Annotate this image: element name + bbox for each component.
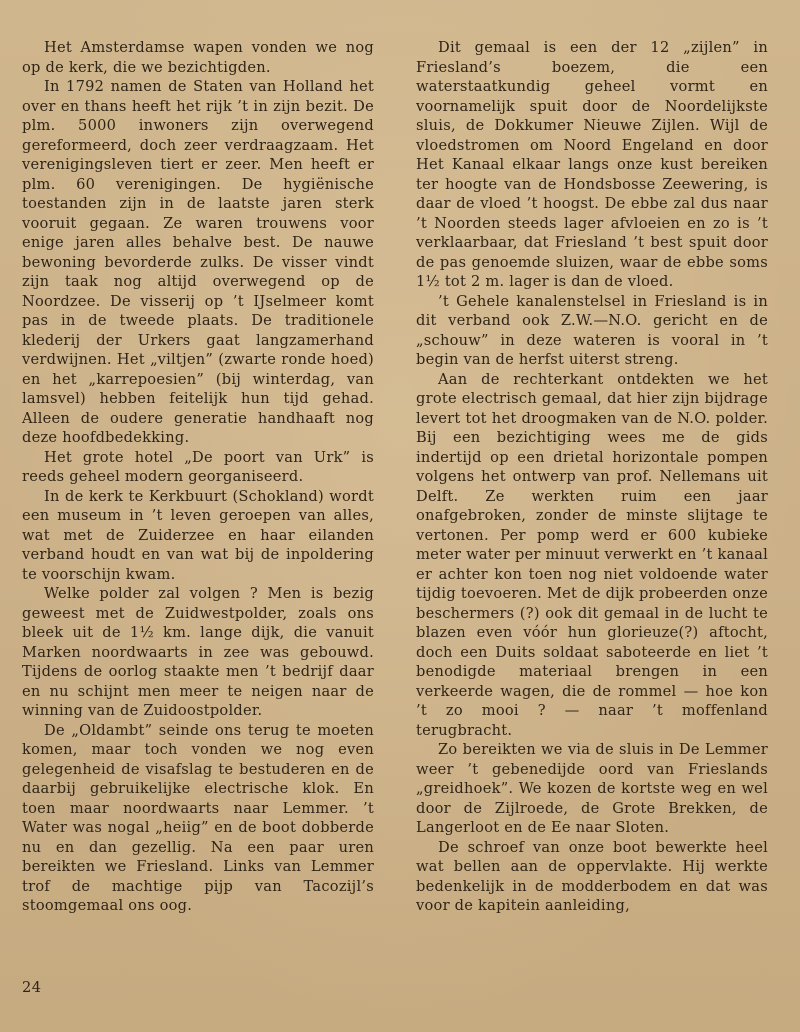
paragraph: In 1792 namen de Staten van Holland het over en thans heeft het rijk ’t in zijn bezit. De plm. 5000 inwoners zijn overwegend gereformeerd, doch zeer verdraagzaam. Het verenigingsleven tiert er zeer. Men heeft er plm. 60 verenigingen. De hygiënische toestanden zijn in de laatste jaren sterk vooruit gegaan. Ze waren trouwens voor enige jaren alles behalve best. De nauwe bewoning bevorderde zulks. De visser vindt zijn taak nog altijd overwegend op de Noordzee. De visserij op ’t IJselmeer komt pas in de tweede plaats. De traditionele klederij der Urkers gaat langzamerhand verdwijnen. Het „viltjen” (zwarte ronde hoed) en het „karrepoesien” (bij winterdag, van lamsvel) hebben feitelijk hun tijd gehad. Alleen de oudere generatie handhaaft nog deze hoofdbedekking. (22, 78, 374, 446)
paragraph: ’t Gehele kanalenstelsel in Friesland is in dit verband ook Z.W.—N.O. gericht en de „schouw” in deze wateren is vooral in ’t begin van de herfst uiterst streng. (416, 292, 768, 368)
paragraph: Dit gemaal is een der 12 „zijlen” in Friesland’s boezem, die een waterstaatkundig geheel vormt en voornamelijk spuit door de Noordelijkste sluis, de Dokkumer Nieuwe Zijlen. Wijl de vloedstromen om Noord Engeland en door Het Kanaal elkaar langs onze kust bereiken ter hoogte van de Hondsbosse Zeewering, is daar de vloed ’t hoogst. De ebbe zal dus naar ’t Noorden steeds lager afvloeien en zo is ’t verklaarbaar, dat Friesland ’t best spuit door de pas genoemde sluizen, waar de ebbe soms 1½ tot 2 m. lager is dan de vloed. (416, 39, 768, 290)
paragraph: In de kerk te Kerkbuurt (Schokland) wordt een museum in ’t leven geroepen van alles, wat met de Zuiderzee en haar eilanden verband houdt en van wat bij de inpoldering te voorschijn kwam. (22, 487, 374, 583)
page-number: 24 (22, 979, 42, 996)
paragraph: Aan de rechterkant ontdekten we het grote electrisch gemaal, dat hier zijn bijdrage levert tot het droogmaken van de N.O. polder. Bij een bezichtiging wees me de gids indertijd op een drietal horizontale pompen volgens het ontwerp van prof. Nellemans uit Delft. Ze werkten ruim een jaar onafgebroken, zonder de minste slijtage te vertonen. Per pomp werd er 600 kubieke meter water per minuut verwerkt en ’t kanaal er achter kon toen nog niet voldoende water tijdig toevoeren. Met de dijk probeerden onze beschermers (?) ook dit gemaal in de lucht te blazen even vóór hun glorieuze(?) aftocht, doch een Duits soldaat saboteerde en liet ’t benodigde materiaal brengen in een verkeerde wagen, die de rommel — hoe kon ’t zo mooi ? — naar ’t moffenland terugbracht. (416, 370, 768, 739)
paragraph: De schroef van onze boot bewerkte heel wat bellen aan de oppervlakte. Hij werkte bedenkelijk in de modderbodem en dat was voor de kapitein aanleiding, (416, 838, 768, 914)
left-column (22, 38, 374, 916)
right-column (416, 38, 768, 916)
paragraph: Welke polder zal volgen ? Men is bezig geweest met de Zuidwestpolder, zoals ons bleek uit de 1½ km. lange dijk, die vanuit Marken noordwaarts in zee was gebouwd. Tijdens de oorlog staakte men ’t bedrijf daar en nu schijnt men meer te neigen naar de winning van de Zuidoostpolder. (22, 585, 374, 719)
paragraph: Het grote hotel „De poort van Urk” is reeds geheel modern georganiseerd. (22, 448, 374, 485)
paragraph: De „Oldambt” seinde ons terug te moeten komen, maar toch vonden we nog even gelegenheid de visafslag te bestuderen en de daarbij gebruikelijke electrische klok. En toen maar noordwaarts naar Lemmer. ’t Water was nogal „heiig” en de boot dobberde nu en dan gezellig. Na een paar uren bereikten we Friesland. Links van Lemmer trof de machtige pijp van Tacozijl’s stoomgemaal ons oog. (22, 721, 374, 914)
paragraph: Het Amsterdamse wapen vonden we nog op de kerk, die we bezichtigden. (22, 39, 374, 76)
paragraph: Zo bereikten we via de sluis in De Lemmer weer ’t gebenedijde oord van Frieslands „greidhoek”. We kozen de kortste weg en wel door de Zijlroede, de Grote Brekken, de Langerloot en de Ee naar Sloten. (416, 741, 768, 836)
